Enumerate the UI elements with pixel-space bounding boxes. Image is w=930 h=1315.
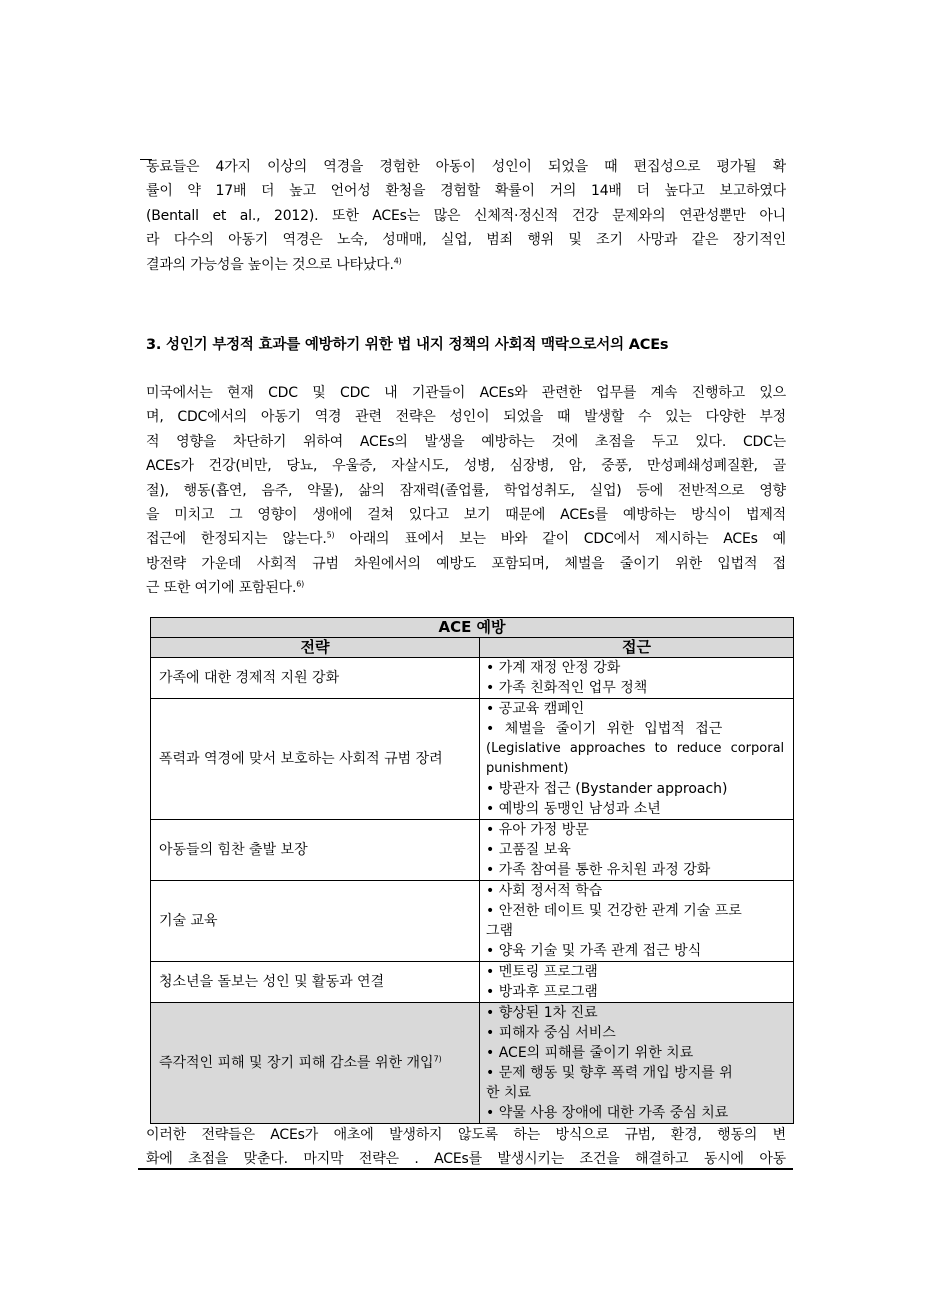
footnote-6: 6) [296, 579, 305, 589]
body-line: 미국에서는 현재 CDC 및 CDC 내 기관들이 ACEs와 관련한 업무를 계속 진행하고 있으 [146, 385, 786, 401]
footnote-5: 5) [326, 530, 335, 540]
page-bottom-rule [138, 1168, 793, 1170]
intro-line: 동료들은 4가지 이상의 역경을 경험한 아동이 성인이 되었을 때 편집성으로 평가될 확 [146, 159, 786, 175]
body-line-last [146, 576, 786, 600]
section-heading: 3. 성인기 부정적 효과를 예방하기 위한 법 내지 정책의 사회적 맥락으로서의 ACEs [146, 337, 669, 353]
body-line: 며, CDC에서의 아동기 역경 관련 전략은 성인이 되었을 때 발생할 수 있는 다양한 부정 [146, 409, 786, 426]
approach-item: 한 치료 [486, 1085, 532, 1101]
strategy-cell: 아동들의 힘찬 출발 보장 [151, 820, 480, 881]
table-title: ACE 예방 [151, 618, 794, 638]
approach-item: • 체벌을 줄이기 위한 입법적 접근 [486, 721, 723, 737]
approach-item: • 문제 행동 및 향후 폭력 개입 방지를 위 [486, 1065, 733, 1081]
body-paragraph [146, 381, 786, 601]
approach-cell [480, 820, 794, 881]
intro-line: 률이 약 17배 더 높고 언어성 환청을 경험할 확률이 거의 14배 더 높다고 보고하였다 [146, 183, 786, 200]
approach-item: • 양육 기술 및 가족 관계 접근 방식 [486, 943, 702, 959]
closing-line: 이러한 전략들은 ACEs가 애초에 발생하지 않도록 하는 방식으로 규범, 환경, 행동의 변 [146, 1127, 786, 1143]
ace-prevention-table [150, 617, 794, 1124]
approach-item: • 공교육 캠페인 [486, 701, 585, 717]
strategy-cell [151, 1003, 480, 1124]
table-row [151, 820, 794, 881]
intro-line-text: 결과의 가능성을 높이는 것으로 나타났다. [146, 256, 394, 273]
strategy-text: 즉각적인 피해 및 장기 피해 감소를 위한 개입 [159, 1055, 434, 1071]
body-line-rest: 아래의 표에서 보는 바와 같이 CDC에서 제시하는 ACEs 예 [334, 531, 786, 548]
body-line: ACEs가 건강(비만, 당뇨, 우울증, 자살시도, 성병, 심장병, 암, 중풍, 만성폐쇄성폐질환, 골 [146, 458, 786, 475]
column-header-approach: 접근 [480, 638, 794, 658]
body-line: 방전략 가운데 사회적 규범 차원에서의 예방도 포함되며, 체벌을 줄이기 위한 입법적 접 [146, 555, 786, 572]
approach-item: • 방과후 프로그램 [486, 984, 598, 1000]
approach-item: • 향상된 1차 진료 [486, 1005, 598, 1021]
body-line-with-footnote [146, 527, 786, 551]
approach-item: (Legislative approaches to reduce corporal [486, 741, 785, 756]
intro-line: (Bentall et al., 2012). 또한 ACEs는 많은 신체적·정신적 건강 문제와의 연관성뿐만 아니 [146, 207, 786, 224]
footnote-4: 4) [393, 255, 402, 265]
table-row [151, 658, 794, 699]
body-line-text: 근 또한 여기에 포함된다. [146, 580, 297, 597]
approach-cell [480, 962, 794, 1003]
approach-item: • 유아 가정 방문 [486, 822, 589, 838]
approach-cell [480, 1003, 794, 1124]
strategy-cell: 가족에 대한 경제적 지원 강화 [151, 658, 480, 699]
intro-line-last [146, 253, 786, 277]
column-header-strategy: 전략 [151, 638, 480, 658]
approach-item: • 약물 사용 장애에 대한 가족 중심 치료 [486, 1105, 729, 1121]
intro-paragraph [146, 155, 786, 277]
approach-item: • 가족 참여를 통한 유치원 과정 강화 [486, 862, 711, 878]
approach-cell [480, 699, 794, 820]
approach-item: 그램 [486, 923, 514, 939]
body-line: 을 미치고 그 영향이 생애에 걸쳐 있다고 보기 때문에 ACEs를 예방하는 방식이 법제적 [146, 506, 786, 523]
approach-item: • ACE의 피해를 줄이기 위한 치료 [486, 1045, 694, 1061]
approach-cell [480, 881, 794, 962]
approach-item: • 멘토링 프로그램 [486, 964, 598, 980]
approach-item: punishment) [486, 761, 569, 776]
body-line: 절), 행동(흡연, 음주, 약물), 삶의 잠재력(졸업률, 학업성취도, 실업) 등에 전반적으로 영향 [146, 482, 786, 499]
intro-line: 라 다수의 아동기 역경은 노숙, 성매매, 실업, 범죄 행위 및 조기 사망과 같은 장기적인 [146, 232, 786, 249]
table-row [151, 962, 794, 1003]
footnote-7: 7) [433, 1054, 442, 1064]
closing-line: 화에 초점을 맞춘다. 마지막 전략은 . ACEs를 발생시키는 조건을 해결하고 동시에 아동 [146, 1151, 786, 1168]
approach-item: • 피해자 중심 서비스 [486, 1025, 616, 1041]
approach-cell [480, 658, 794, 699]
closing-paragraph [146, 1123, 786, 1172]
approach-item: • 방관자 접근 (Bystander approach) [486, 781, 728, 797]
table-row [151, 881, 794, 962]
table-row-highlighted [151, 1003, 794, 1124]
approach-item: • 가계 재정 안정 강화 [486, 660, 621, 676]
strategy-cell: 기술 교육 [151, 881, 480, 962]
approach-item: • 예방의 동맹인 남성과 소년 [486, 801, 661, 817]
strategy-cell: 청소년을 돌보는 성인 및 활동과 연결 [151, 962, 480, 1003]
body-line: 적 영향을 차단하기 위하여 ACEs의 발생을 예방하는 것에 초점을 두고 있다. CDC는 [146, 433, 786, 450]
approach-item: • 고품질 보육 [486, 842, 571, 858]
table-row [151, 699, 794, 820]
approach-item: • 사회 정서적 학습 [486, 883, 603, 899]
approach-item: • 가족 친화적인 업무 정책 [486, 680, 648, 696]
body-line-text: 접근에 한정되지는 않는다. [146, 531, 327, 548]
approach-item: • 안전한 데이트 및 건강한 관계 기술 프로 [486, 903, 742, 919]
strategy-cell: 폭력과 역경에 맞서 보호하는 사회적 규범 장려 [151, 699, 480, 820]
